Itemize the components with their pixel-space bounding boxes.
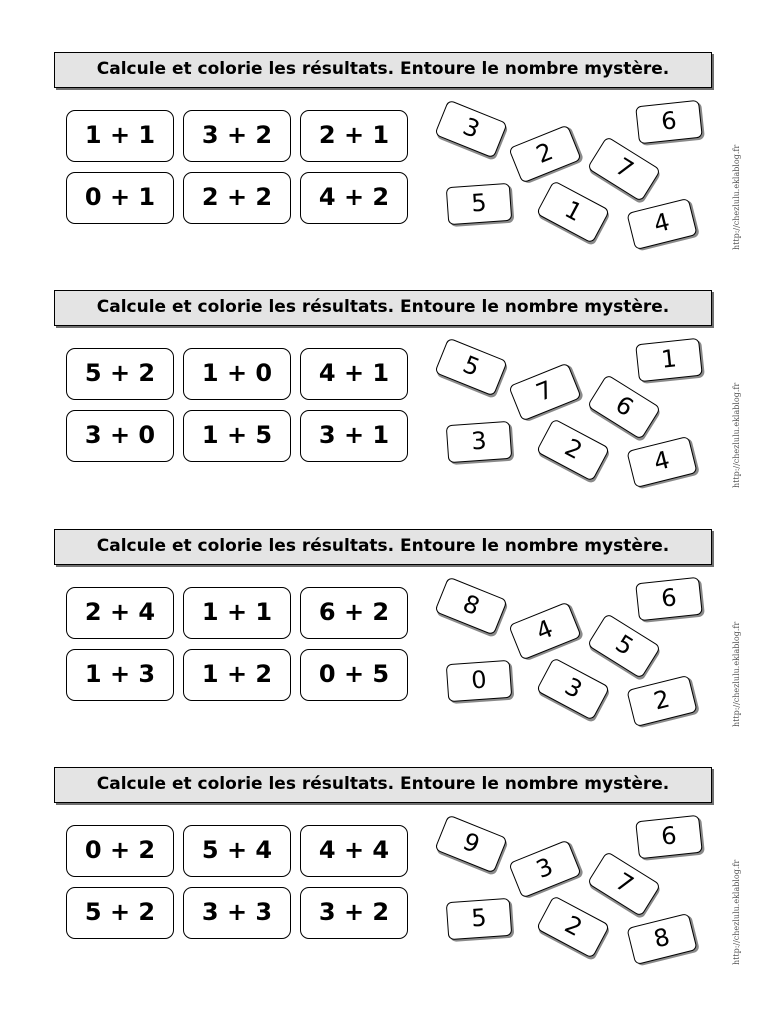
addition-box: 1 + 1 (183, 587, 291, 639)
number-card: 3 (434, 99, 508, 158)
number-card: 6 (635, 100, 703, 144)
addition-box: 1 + 1 (66, 110, 174, 162)
addition-box: 3 + 3 (183, 887, 291, 939)
addition-box: 4 + 4 (300, 825, 408, 877)
addition-box: 4 + 1 (300, 348, 408, 400)
number-card: 3 (446, 421, 512, 463)
addition-box: 1 + 3 (66, 649, 174, 701)
number-card: 3 (508, 839, 582, 898)
addition-box: 3 + 2 (183, 110, 291, 162)
number-card: 2 (536, 895, 610, 959)
addition-box: 1 + 5 (183, 410, 291, 462)
addition-box: 3 + 2 (300, 887, 408, 939)
number-card: 5 (446, 183, 512, 225)
instruction-banner: Calcule et colorie les résultats. Entoure le nombre mystère. (54, 529, 712, 565)
number-card: 4 (626, 436, 697, 488)
number-card: 1 (635, 338, 703, 382)
number-card: 2 (536, 418, 610, 482)
addition-box: 5 + 2 (66, 348, 174, 400)
number-card: 8 (434, 576, 508, 635)
number-card: 8 (626, 913, 697, 965)
number-card: 5 (434, 337, 508, 396)
instruction-banner: Calcule et colorie les résultats. Entoure le nombre mystère. (54, 290, 712, 326)
source-credit: http://chezlulu.eklablog.fr (732, 621, 741, 727)
number-card: 6 (635, 577, 703, 621)
source-credit: http://chezlulu.eklablog.fr (732, 382, 741, 488)
addition-box: 5 + 2 (66, 887, 174, 939)
number-card: 1 (536, 180, 610, 244)
instruction-banner: Calcule et colorie les résultats. Entoure le nombre mystère. (54, 52, 712, 88)
number-card: 2 (508, 124, 582, 183)
addition-box: 3 + 1 (300, 410, 408, 462)
number-card: 6 (635, 815, 703, 859)
source-credit: http://chezlulu.eklablog.fr (732, 144, 741, 250)
exercise-1 (0, 0, 768, 250)
exercise-2 (0, 238, 768, 488)
number-card: 7 (587, 136, 661, 202)
number-card: 6 (587, 374, 661, 440)
addition-box: 2 + 4 (66, 587, 174, 639)
addition-box: 3 + 0 (66, 410, 174, 462)
source-credit: http://chezlulu.eklablog.fr (732, 859, 741, 965)
exercise-4 (0, 715, 768, 965)
exercise-3 (0, 477, 768, 727)
addition-box: 4 + 2 (300, 172, 408, 224)
number-card: 3 (536, 657, 610, 721)
number-card: 9 (434, 814, 508, 873)
number-card: 7 (508, 362, 582, 421)
addition-box: 1 + 0 (183, 348, 291, 400)
number-card: 0 (446, 660, 512, 702)
number-card: 4 (508, 601, 582, 660)
addition-box: 0 + 2 (66, 825, 174, 877)
number-card: 4 (626, 198, 697, 250)
number-card: 2 (626, 675, 697, 727)
number-card: 7 (587, 851, 661, 917)
addition-box: 1 + 2 (183, 649, 291, 701)
addition-box: 6 + 2 (300, 587, 408, 639)
addition-box: 2 + 2 (183, 172, 291, 224)
addition-box: 5 + 4 (183, 825, 291, 877)
instruction-banner: Calcule et colorie les résultats. Entoure le nombre mystère. (54, 767, 712, 803)
addition-box: 2 + 1 (300, 110, 408, 162)
addition-box: 0 + 5 (300, 649, 408, 701)
number-card: 5 (587, 613, 661, 679)
number-card: 5 (446, 898, 512, 940)
addition-box: 0 + 1 (66, 172, 174, 224)
